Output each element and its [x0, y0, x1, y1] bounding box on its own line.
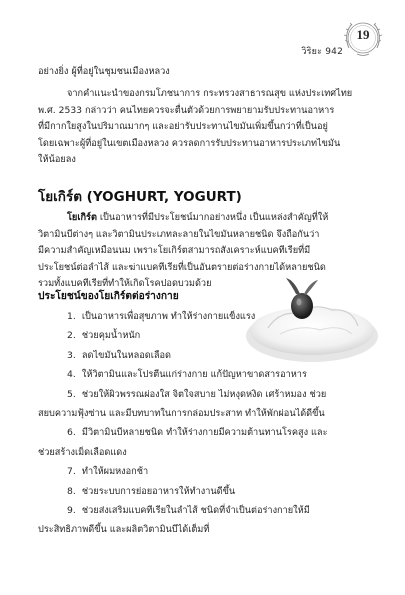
text-line: ให้น้อยลง [38, 154, 76, 166]
benefit-text: เป็นอาหารเพื่อสุขภาพ ทำให้ร่างกายแข็งแรง [81, 311, 256, 322]
benefit-item [38, 307, 376, 326]
text-line [38, 210, 376, 227]
benefit-number: 4. [67, 369, 76, 381]
running-head: วิริยะ 942 [301, 47, 343, 57]
benefit-item [38, 501, 376, 540]
text-line: พ.ศ. 2533 กล่าวว่า คนไทยควรจะตื่นตัวด้วยการพยายามรับประทานอาหาร [38, 104, 335, 116]
benefit-number: 6. [67, 427, 76, 439]
benefit-text: ให้วิตามินและโปรตีนแก่ร่างกาย แก้ปัญหาขาดสารอาหาร [81, 369, 307, 381]
benefit-number: 3. [67, 349, 76, 361]
text-line: ประโยชน์ต่อลำไส้ และฆ่าแบคทีเรียที่เป็นอันตรายต่อร่างกายได้หลายชนิด [38, 261, 326, 273]
benefit-text: ลดไขมันในหลอดเลือด [81, 349, 171, 361]
benefit-number: 1. [67, 311, 76, 322]
benefit-item [38, 482, 376, 501]
text-line: มีความสำคัญเหมือนนม เพราะโยเกิร์ตสามารถสังเคราะห์แบคทีเรียที่มี [38, 245, 311, 257]
text-line: อย่างยิ่ง ผู้ที่อยู่ในชุมชนเมืองหลวง [38, 66, 170, 77]
benefit-text: ช่วยให้ผิวพรรณผ่องใส จิตใจสบาย ไม่หงุดหงิด เศร้าหมอง ช่วย [81, 388, 327, 400]
benefit-number: 7. [67, 466, 76, 478]
text-line: วิตามินบีต่างๆ และวิตามินประเภทละลายในไขมันหลายชนิด จึงถือกันว่า [38, 228, 320, 240]
text-line: โดยเฉพาะผู้ที่อยู่ในเขตเมืองหลวง ควรลดการรับประทานอาหารประเภทไขมัน [38, 137, 341, 149]
section-heading-yogurt: โยเกิร์ต (YOGHURT, YOGURT) [38, 189, 242, 205]
benefits-list [38, 307, 376, 540]
benefit-text-continued: สยบความฟุ้งซ่าน และมีบทบาทในการกล่อมประสาท ทำให้พักผ่อนได้ดีขึ้น [38, 408, 325, 420]
benefit-item [38, 346, 376, 365]
benefits-heading: ประโยชน์ของโยเกิร์ตต่อร่างกาย [38, 291, 179, 302]
benefit-text-continued: ช่วยสร้างเม็ดเลือดแดง [38, 446, 127, 458]
benefit-item [38, 326, 376, 345]
benefit-text: มีวิตามินบีหลายชนิด ทำให้ร่างกายมีความต้านทานโรคสูง และ [81, 427, 328, 439]
page-number: 19 [356, 27, 370, 42]
benefit-item [38, 423, 376, 462]
bold-term: โยเกิร์ต [67, 212, 97, 223]
page-header [0, 14, 405, 57]
benefit-number: 2. [67, 330, 76, 342]
paragraph-continued [38, 64, 376, 81]
benefit-item [38, 385, 376, 424]
benefit-text: ทำให้ผมหงอกช้า [81, 466, 149, 478]
text-line: ที่มีกากใยสูงในปริมาณมากๆ และอย่ารับประทานไขมันเพิ่มขึ้นกว่าที่เป็นอยู่ [38, 121, 328, 133]
benefit-item [38, 365, 376, 384]
benefit-number: 5. [67, 388, 76, 400]
benefit-number: 9. [67, 505, 76, 517]
text-line: จากคำแนะนำของกรมโภชนาการ กระทรวงสาธารณสุข แห่งประเทศไทย [67, 88, 353, 99]
benefit-text: ช่วยคุมน้ำหนัก [81, 330, 141, 342]
benefit-item [38, 462, 376, 481]
text-line: รวมทั้งแบคทีเรียที่ทำให้เกิดโรคปอดบวมด้วย [38, 278, 212, 290]
benefit-text: ช่วยส่งเสริมแบคทีเรียในลำไส้ ชนิดที่จำเป็นต่อร่างกายให้มี [81, 505, 310, 517]
benefit-text-continued: ประสิทธิภาพดีขึ้น และผลิตวิตามินบีได้เต็มที่ [38, 524, 210, 536]
benefit-number: 8. [67, 485, 76, 497]
benefit-text: ช่วยระบบการย่อยอาหารให้ทำงานดีขึ้น [81, 485, 236, 497]
paragraph-nutrition-advice [38, 86, 376, 169]
text-fragment: เป็นอาหารที่มีประโยชน์มากอย่างหนึ่ง เป็นแหล่งสำคัญที่ให้ [96, 212, 329, 223]
